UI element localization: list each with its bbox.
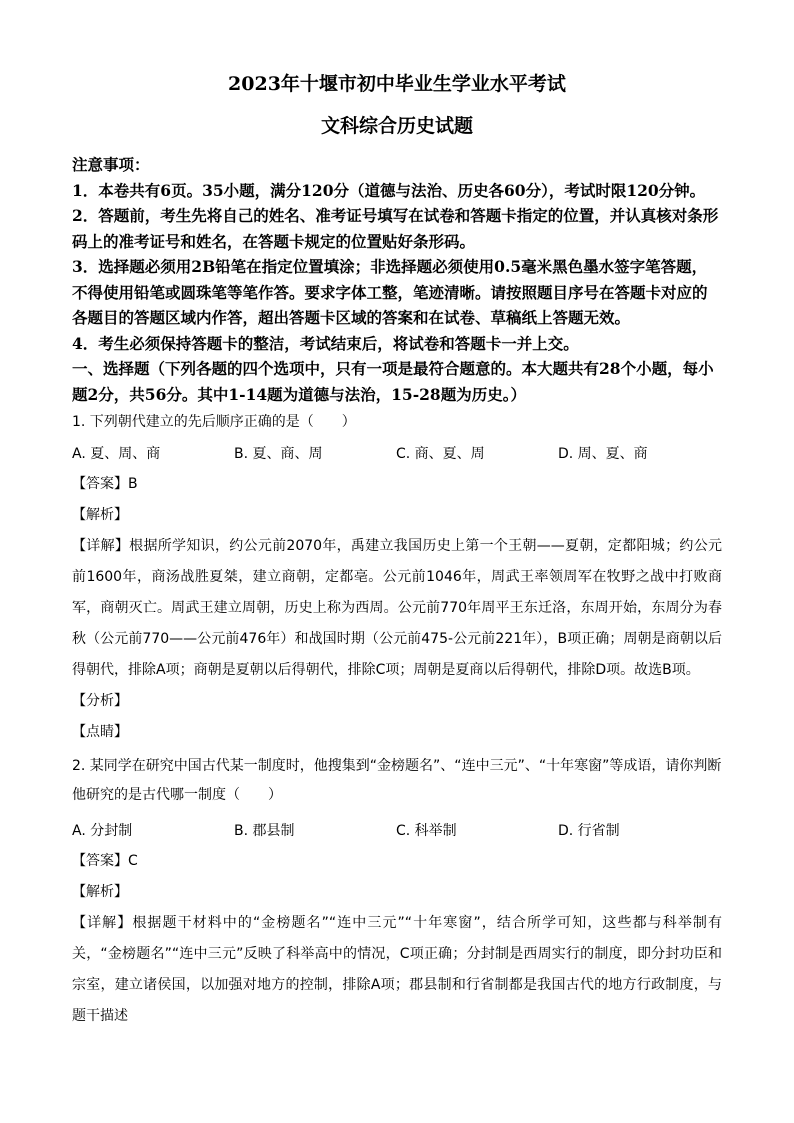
analysis-label: 【解析】: [72, 507, 128, 523]
dianjing-label: 【点睛】: [72, 724, 128, 740]
answer-label: 【答案】B: [72, 476, 138, 492]
answer-label: 【答案】C: [72, 853, 138, 869]
question-stem: 2. 某同学在研究中国古代某一制度时，他搜集到“金榜题名”、“连中三元”、“十年寒窗”等成语，请你判断他研究的是古代哪一制度（ ）: [72, 758, 722, 803]
note-item-2: 2．答题前，考生先将自己的姓名、准考证号填写在试卷和答题卡指定的位置，并认真核对条形码上的准考证号和姓名，在答题卡规定的位置贴好条形码。: [72, 206, 719, 251]
section-heading: 一、选择题（下列各题的四个选项中，只有一项是最符合题意的。本大题共有28个小题，每小题2分，共56分。其中1-14题为道德与法治，15-28题为历史。）: [72, 359, 714, 404]
option-b: B. 夏、商、周: [234, 446, 323, 462]
exam-subtitle: 文科综合历史试题: [320, 115, 473, 137]
detail-text: 【详解】根据题干材料中的“金榜题名”“连中三元”“十年寒窗”，结合所学可知，这些都与科举制有关，“金榜题名”“连中三元”反映了科举高中的情况，C项正确；分封制是西周实行的制度，即分封功臣和宗室，建立诸侯国，以加强对地方的控制，排除A项；郡县制和行省制都是我国古代的地方行政制度，与题干描述: [72, 915, 722, 1024]
question-stem: 1. 下列朝代建立的先后顺序正确的是（ ）: [72, 414, 356, 430]
notes-section: [72, 152, 722, 407]
option-d: D. 行省制: [558, 823, 620, 839]
option-a: A. 分封制: [72, 823, 133, 839]
option-c: C. 商、夏、周: [396, 446, 485, 462]
question-options: [72, 439, 722, 469]
question-2: [72, 752, 722, 1032]
exam-title: 2023年十堰市初中毕业生学业水平考试: [228, 73, 566, 95]
option-b: B. 郡县制: [234, 823, 295, 839]
exam-page: [72, 68, 722, 1032]
analysis-label: 【解析】: [72, 884, 128, 900]
option-d: D. 周、夏、商: [558, 446, 648, 462]
option-c: C. 科举制: [396, 823, 457, 839]
option-a: A. 夏、周、商: [72, 446, 161, 462]
fenxi-label: 【分析】: [72, 693, 128, 709]
note-item-3: 3．选择题必须用2B铅笔在指定位置填涂；非选择题必须使用0.5毫米黑色墨水签字笔答题，不得使用铅笔或圆珠笔等笔作答。要求字体工整，笔迹清晰。请按照题目序号在答题卡对应的各题目的答题区域内作答，超出答题卡区域的答案和在试卷、草稿纸上答题无效。: [72, 257, 708, 327]
question-1: [72, 411, 722, 748]
note-item-4: 4．考生必须保持答题卡的整洁，考试结束后，将试卷和答题卡一并上交。: [72, 333, 579, 353]
detail-text: 【详解】根据所学知识，约公元前2070年，禹建立我国历史上第一个王朝——夏朝，定都阳城；约公元前1600年，商汤战胜夏桀，建立商朝，定都亳。公元前1046年，周武王率领周军在牧野之战中打败商军，商朝灭亡。周武王建立周朝，历史上称为西周。公元前770年周平王东迁洛，东周开始，东周分为春秋（公元前770——公元前476年）和战国时期（公元前475-公元前221年），B项正确；周朝是商朝以后得朝代，排除A项；商朝是夏朝以后得朝代，排除C项；周朝是夏商以后得朝代，排除D项。故选B项。: [72, 538, 722, 678]
note-item-1: 1．本卷共有6页。35小题，满分120分（道德与法治、历史各60分），考试时限120分钟。: [72, 180, 706, 200]
notes-heading: 注意事项：: [72, 155, 150, 174]
question-options: [72, 816, 722, 846]
